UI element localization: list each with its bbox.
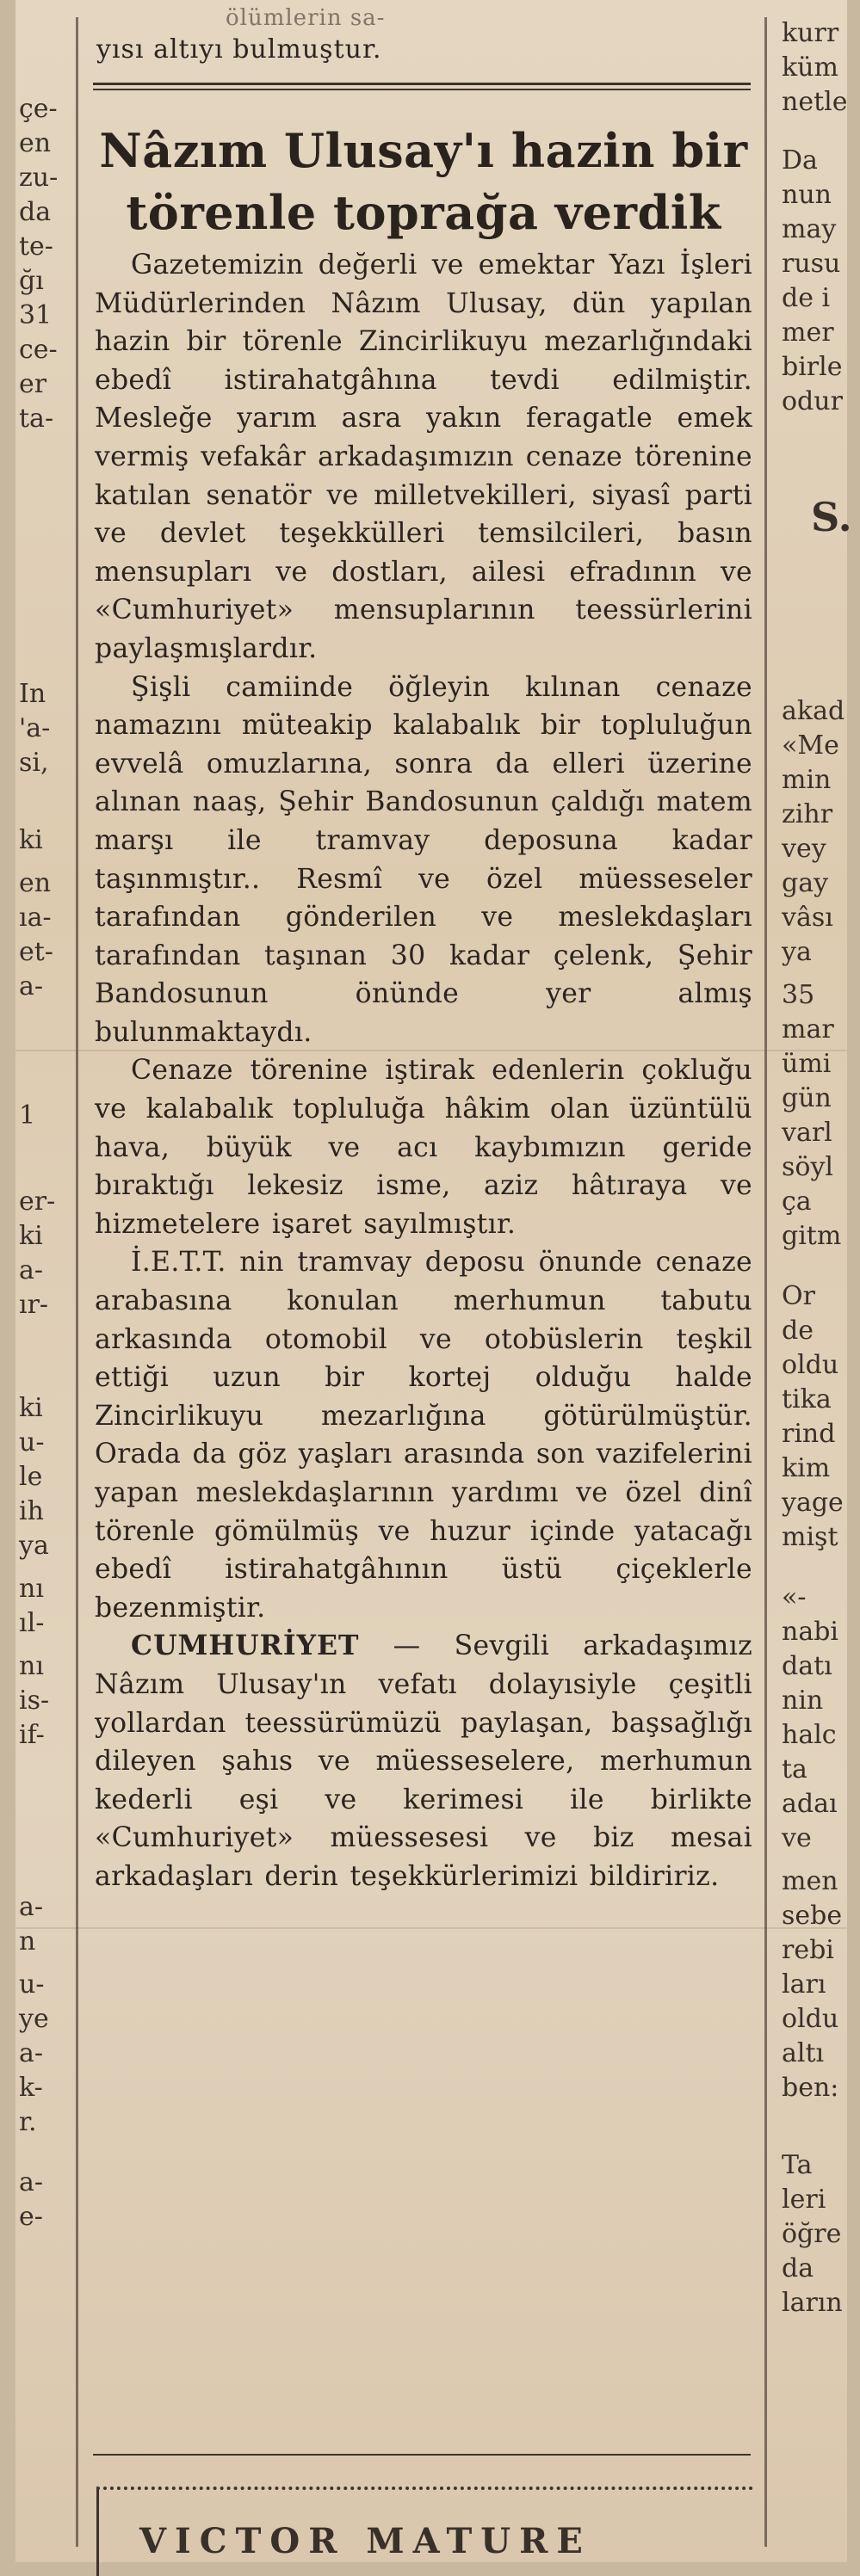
right-fragment: rebi: [782, 1935, 834, 1965]
right-fragment: de: [782, 1316, 814, 1346]
left-fragment: ki: [19, 825, 43, 855]
left-fragment: e-: [19, 2202, 43, 2232]
right-fragment: mişt: [782, 1522, 838, 1552]
left-fragment: a-: [19, 1255, 44, 1285]
end-rule: [93, 2454, 751, 2456]
left-fragment: is-: [19, 1685, 50, 1716]
right-fragment: ben:: [782, 2073, 839, 2103]
left-fragment: ır-: [19, 1290, 49, 1320]
left-fragment: u-: [19, 1969, 45, 2000]
right-fragment: oldu: [782, 1350, 839, 1380]
closing-lead: CUMHURİYET: [131, 1630, 360, 1662]
closing-paragraph: [95, 1627, 752, 1895]
newspaper-clipping: [15, 0, 852, 2562]
right-fragment: sebe: [782, 1901, 843, 1931]
right-fragment: ya: [782, 937, 812, 967]
paragraph-1: Gazetemizin değerli ve emektar Yazı İşleri Müdürlerinden Nâzım Ulusay, dün yapılan hazin bir törenle Zincirlikuyu mezarlığındaki ebedî istirahatgâhına tevdi edilmiştir. Mesleğe yarım asra yakın feragatle emek vermiş vefakâr arkadaşımızın cenaze törenine katılan senatör ve milletvekilleri, siyasî parti ve devlet teşekkülleri temsilcileri, basın mensupları ve dostları, ailesi efradının ve «Cumhuriyet» mensuplarının teessürlerini paylaşmışlardır.: [95, 250, 752, 664]
right-fragment: vey: [782, 834, 826, 864]
right-fragment: Or: [782, 1281, 815, 1311]
left-fragment: si,: [19, 748, 49, 778]
left-fragment: en: [19, 868, 52, 898]
column-rule-right: [764, 17, 767, 2547]
right-fragment: küm: [782, 52, 838, 83]
article-column: [88, 0, 759, 2562]
right-fragment: ların: [782, 2288, 843, 2318]
left-fragment: ıl-: [19, 1608, 45, 1638]
right-fragment: kurr: [782, 18, 839, 48]
left-fragment: en: [19, 128, 52, 158]
left-fragment: da: [19, 197, 52, 227]
left-fragment: nı: [19, 1651, 44, 1681]
left-fragment: te-: [19, 231, 53, 262]
right-fragment: yage: [782, 1488, 844, 1518]
right-fragment: «Me: [782, 730, 839, 761]
right-fragment: datı: [782, 1651, 832, 1681]
closing-text: — Sevgili arkadaşımız Nâzım Ulusay'ın vefatı dolayısiyle çeşitli yollardan teessürümüzü paylaşan, başsağlığı dileyen şahıs ve müesseselere, merhumun kederli eşi ve kerimesi ile birlikte «Cumhuriyet» müessesesi ve biz mesai arkadaşları derin teşekkürlerimizi bildiririz.: [95, 1630, 752, 1892]
right-fragment: halc: [782, 1720, 837, 1750]
left-fragment: n: [19, 1926, 36, 1957]
headline-line-1: Nâzım Ulusay'ı hazin bir: [99, 123, 748, 178]
left-fragment: a-: [19, 1892, 44, 1922]
right-fragment: birle: [782, 352, 843, 382]
right-fragment: varl: [782, 1118, 832, 1148]
left-fragment: In: [19, 679, 46, 709]
right-fragment: ve: [782, 1823, 812, 1853]
right-fragment: rind: [782, 1419, 836, 1449]
left-fragment: k-: [19, 2073, 43, 2103]
left-fragment: 'a-: [19, 713, 51, 743]
right-fragment: Ta: [782, 2150, 813, 2180]
left-fragment: a-: [19, 2167, 44, 2197]
paragraph-2: Şişli camiinde öğleyin kılınan cenaze namazını müteakip kalabalık bir topluluğun evvelâ omuzlarına, sonra da elleri üzerine alınan naaş, Şehir Bandosunun çaldığı matem marşı ile tramvay deposuna kadar taşınmıştır.. Resmî ve özel müesseseler tarafından gönderilen ve meslekdaşları tarafından taşınan 30 kadar çelenk, Şehir Bandosunun önünde yer almış bulunmaktaydı.: [95, 671, 752, 1048]
left-fragment: er-: [19, 1186, 56, 1217]
next-article-title: VICTOR MATURE: [139, 2521, 591, 2561]
left-fragment: ce-: [19, 335, 58, 365]
left-fragment: nı: [19, 1574, 44, 1604]
left-fragment: zu-: [19, 163, 59, 193]
right-fragment: odur: [782, 386, 843, 416]
left-fragment: 31: [19, 300, 53, 330]
left-fragment: r.: [19, 2107, 37, 2137]
right-fragment: tika: [782, 1384, 832, 1414]
right-fragment: gitm: [782, 1221, 842, 1251]
left-fragment: ya: [19, 1531, 49, 1561]
left-fragment: ta-: [19, 404, 54, 434]
separator-rule: [93, 83, 751, 85]
paragraph-3: Cenaze törenine iştirak edenlerin çokluğu ve kalabalık topluluğa hâkim olan üzüntülü hava, büyük ve acı kaybımızın geride bıraktığı lekesiz isme, aziz hâtıraya ve hizmetelere işaret sayılmıştır.: [95, 1055, 752, 1240]
right-fragment: mar: [782, 1014, 834, 1045]
right-fragment: adaı: [782, 1789, 838, 1819]
right-fragment: mer: [782, 317, 834, 348]
separator-rule: [93, 89, 751, 90]
right-fragment: «-: [782, 1582, 807, 1612]
left-column-fragments: [15, 77, 71, 2538]
right-fragment: ça: [782, 1186, 812, 1217]
right-fragment: Da: [782, 145, 818, 176]
left-fragment: a-: [19, 971, 44, 1001]
right-fragment: öğre: [782, 2219, 842, 2249]
right-fragment: kim: [782, 1453, 831, 1483]
right-fragment: da: [782, 2253, 814, 2283]
right-fragment: leri: [782, 2185, 826, 2215]
left-fragment: ğı: [19, 266, 44, 296]
right-fragment: men: [782, 1866, 838, 1896]
right-fragment: may: [782, 214, 837, 244]
right-fragment: nabi: [782, 1617, 839, 1647]
left-fragment: 1: [19, 1100, 36, 1131]
right-fragment: gün: [782, 1083, 832, 1113]
right-fragment: nin: [782, 1685, 824, 1716]
left-fragment: er: [19, 369, 47, 399]
left-fragment: ye: [19, 2004, 49, 2034]
right-fragment: ta: [782, 1754, 807, 1784]
cut-off-text: ölümlerin sa-: [226, 5, 386, 31]
column-rule-left: [76, 17, 78, 2547]
right-fragment: rusu: [782, 249, 841, 279]
right-fragment: söyl: [782, 1152, 833, 1182]
left-fragment: ih: [19, 1496, 44, 1526]
right-fragment: ümi: [782, 1049, 832, 1079]
left-fragment: if-: [19, 1720, 45, 1750]
right-fragment: oldu: [782, 2004, 839, 2034]
right-column-fragments: [776, 0, 852, 2562]
left-fragment: le: [19, 1462, 43, 1492]
left-fragment: çe-: [19, 94, 58, 124]
right-fragment: 35: [782, 980, 815, 1010]
left-fragment: a-: [19, 2038, 44, 2068]
right-fragment: vâsı: [782, 903, 833, 933]
previous-article-ending: yısı altıyı bulmuştur.: [96, 34, 382, 65]
right-fragment: de i: [782, 283, 831, 313]
left-fragment: et-: [19, 937, 53, 967]
right-fragment: altı: [782, 2038, 825, 2068]
left-fragment: ıa-: [19, 903, 52, 933]
left-fragment: ki: [19, 1221, 43, 1251]
article-body: [95, 246, 752, 1896]
left-fragment: u-: [19, 1427, 45, 1457]
right-fragment: ları: [782, 1969, 826, 2000]
right-fragment: nun: [782, 180, 832, 210]
right-fragment: netle: [782, 87, 848, 117]
paragraph-4: İ.E.T.T. nin tramvay deposu önunde cenaze arabasına konulan merhumun tabutu arkasında otomobil ve otobüslerin teşkil ettiği uzun bir kortej olduğu halde Zincirlikuyu mezarlığına götürülmüştür. Orada da göz yaşları arasında son vazifelerini yapan meslekdaşlarının yardımı ve özel dinî törenle gömülmüş ve huzur içinde yatacağı ebedî istirahatgâhının üstü çiçeklerle bezenmiştir.: [95, 1247, 752, 1624]
right-fragment: zihr: [782, 799, 833, 829]
headline-line-2: törenle toprağa verdik: [126, 185, 721, 240]
right-fragment: akad: [782, 696, 845, 726]
left-fragment: ki: [19, 1393, 43, 1423]
right-fragment: min: [782, 765, 832, 795]
right-fragment: gay: [782, 868, 829, 898]
right-column-heading: S.: [811, 494, 852, 540]
